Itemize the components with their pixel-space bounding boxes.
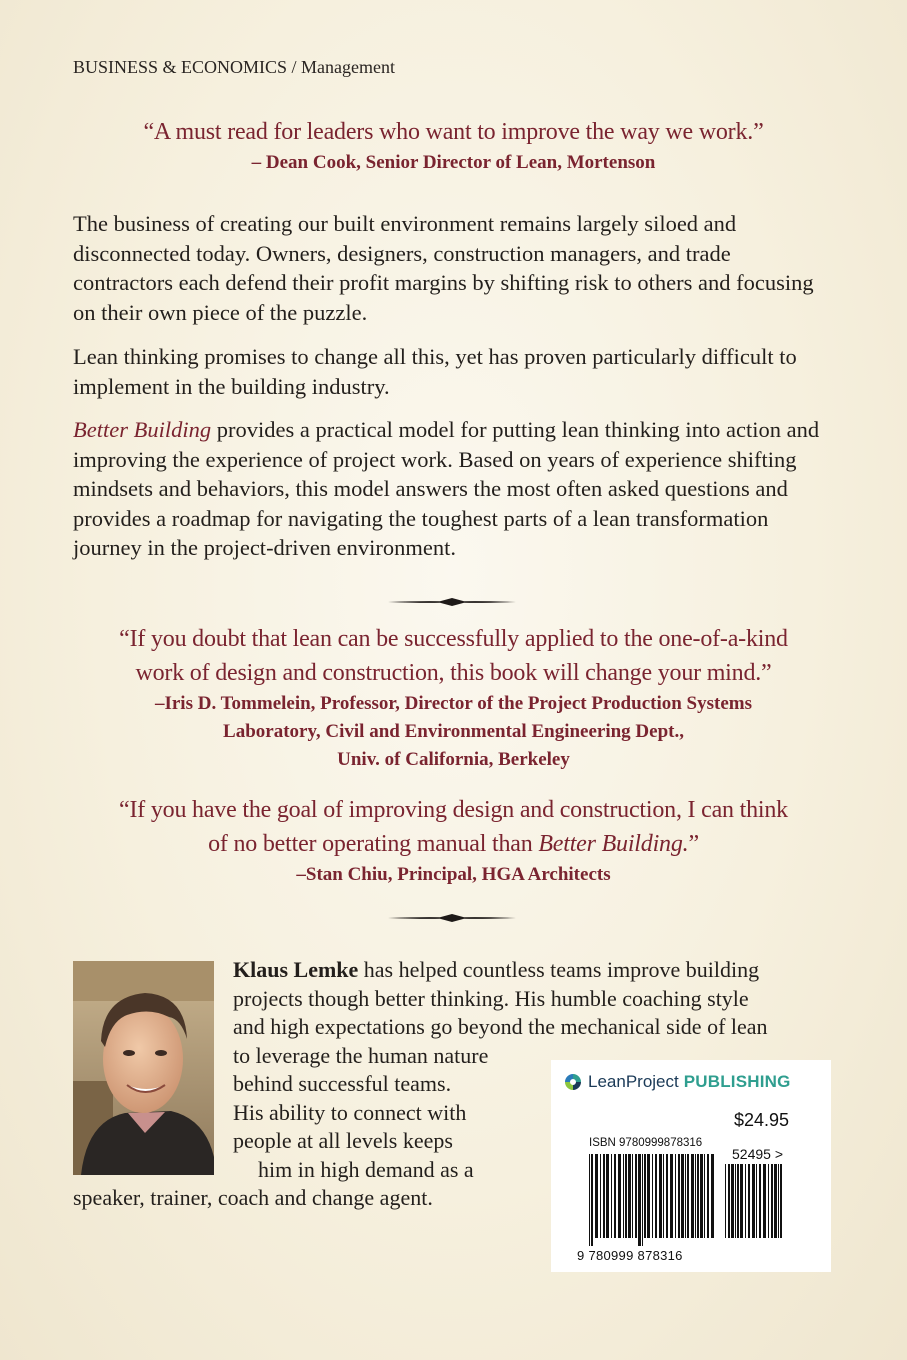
isbn-digits: 9 780999 878316 xyxy=(577,1248,683,1263)
category-label: BUSINESS & ECONOMICS / Management xyxy=(73,57,396,77)
publisher-name: LeanProject xyxy=(588,1072,679,1091)
quote-text: of no better operating manual than xyxy=(208,831,539,857)
quote-attribution: – Dean Cook, Senior Director of Lean, Mortenson xyxy=(251,152,656,173)
price-code xyxy=(732,1146,783,1162)
author-name: Klaus Lemke xyxy=(233,957,359,982)
isbn-label: ISBN 9780999878316 xyxy=(589,1137,703,1149)
bio-line: projects though better thinking. His humble coaching style xyxy=(233,985,749,1011)
bio-line: to leverage the human nature xyxy=(233,1042,489,1068)
book-title: Better Building xyxy=(73,417,212,442)
endorsement-quote-2 xyxy=(40,622,867,774)
paragraph-text: provides a practical model for putting lean thinking into action and improving the experience of project work. Based on years of experience shifting mindsets and behaviors, this model answers the most often asked questions and provides a roadmap for navigating the toughest parts of a lean transformation journey in the project-driven environment. xyxy=(73,417,820,560)
ornament-divider-icon xyxy=(388,597,516,607)
quote-attribution-line-2: Laboratory, Civil and Environmental Engineering Dept., xyxy=(223,721,684,742)
endorsement-quote-3 xyxy=(40,793,867,889)
quote-text-line-1: “If you have the goal of improving design and construction, I can think xyxy=(119,797,788,823)
bio-line: him in high demand as a xyxy=(258,1156,474,1182)
leanproject-logo-icon xyxy=(563,1072,583,1092)
description-paragraph-3 xyxy=(73,415,833,563)
quote-attribution: –Stan Chiu, Principal, HGA Architects xyxy=(296,864,611,885)
isbn-barcode xyxy=(589,1154,717,1246)
price-code-digits: 52495 xyxy=(732,1146,771,1162)
publisher-suffix: PUBLISHING xyxy=(683,1072,791,1091)
description-paragraph-1: The business of creating our built environment remains largely siloed and disconnected today. Owners, designers, construction managers, and trade contractors each defend their profit margins by shifting risk to others and focusing on their own piece of the puzzle. xyxy=(73,211,814,325)
bio-line: speaker, trainer, coach and change agent. xyxy=(73,1185,433,1210)
bio-line: and high expectations go beyond the mechanical side of lean xyxy=(233,1014,768,1039)
price-code-marker: > xyxy=(774,1146,784,1162)
quote-text-line-2 xyxy=(40,827,867,861)
bio-line xyxy=(73,956,813,985)
endorsement-quote-1 xyxy=(40,115,867,177)
bio-line: behind successful teams. xyxy=(233,1071,452,1096)
price-addon-barcode xyxy=(725,1164,783,1246)
quote-attribution-line-3: Univ. of California, Berkeley xyxy=(337,749,570,770)
bio-line: people at all levels keeps xyxy=(233,1128,453,1153)
price: $24.95 xyxy=(734,1110,790,1130)
quote-attribution-line-1: –Iris D. Tommelein, Professor, Director of the Project Production Systems xyxy=(154,693,752,714)
quote-text: “A must read for leaders who want to improve the way we work.” xyxy=(143,119,764,145)
barcode-panel xyxy=(551,1060,831,1272)
ornament-divider-icon xyxy=(388,913,516,923)
bio-text: has helped countless teams improve building xyxy=(358,957,760,982)
description-paragraph-2: Lean thinking promises to change all this, yet has proven particularly difficult to implement in the building industry. xyxy=(73,344,797,399)
publisher-logo xyxy=(563,1072,791,1092)
bio-line: His ability to connect with xyxy=(233,1099,467,1125)
quote-text-line-2: work of design and construction, this book will change your mind.” xyxy=(135,660,772,686)
quote-close: ” xyxy=(688,831,699,857)
quote-text-line-1: “If you doubt that lean can be successfully applied to the one-of-a-kind xyxy=(119,626,788,652)
book-title: Better Building. xyxy=(538,831,689,857)
